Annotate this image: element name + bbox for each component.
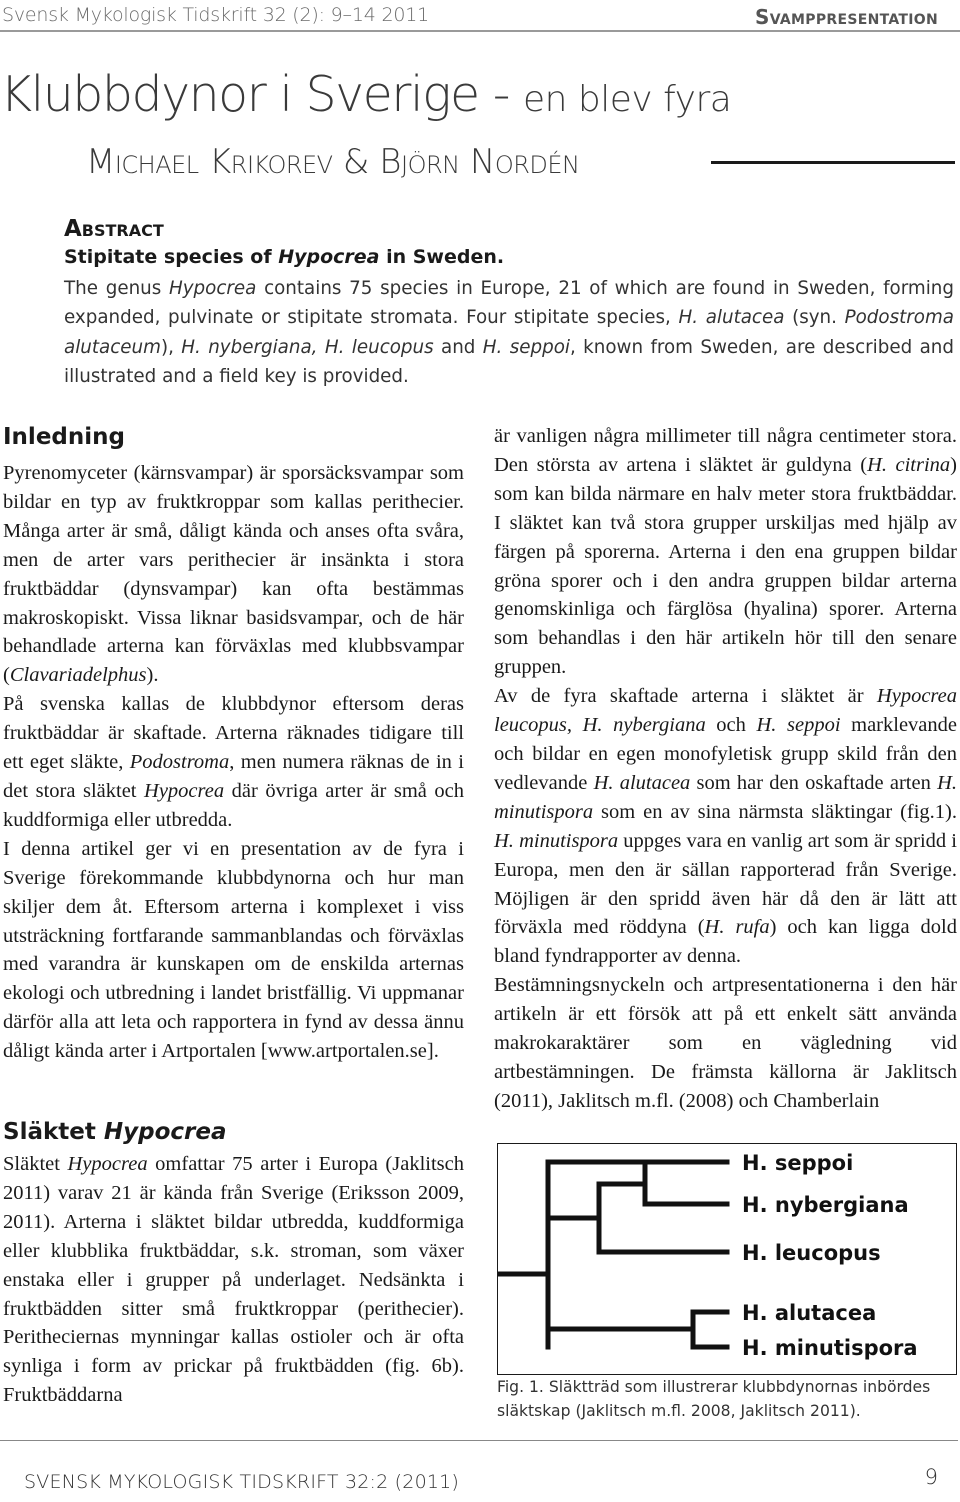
abstract-t4: H. alutacea bbox=[678, 307, 785, 329]
taxon-label-minutispora: H. minutispora bbox=[742, 1336, 918, 1360]
phylogenetic-tree-figure bbox=[497, 1143, 957, 1375]
abstract-t1: The genus bbox=[64, 278, 169, 299]
heading-genus: Hypocrea bbox=[103, 1119, 227, 1145]
text: där övriga arter är små och kuddformiga eller utbredda. bbox=[3, 779, 464, 831]
abstract-subtitle-post: in Sweden. bbox=[379, 246, 505, 268]
heading-text: Släktet bbox=[3, 1119, 104, 1145]
abstract-t11: , known from Sweden, are described and illustrated and a field key is provided. bbox=[64, 336, 954, 387]
abstract-t6: Podostroma alutaceum bbox=[64, 307, 954, 358]
taxon-label-nybergiana: H. nybergiana bbox=[742, 1193, 909, 1217]
paragraph: Bestämningsnyckeln och artpresentationerna i den här artikeln är ett försök att på ett enkelt sätt använda makrokaraktärer som en vägledning vid artbestämningen. De främsta källorna är Jaklitsch (2011), Jaklitsch m.fl. (2008) och Chamberlain bbox=[494, 974, 957, 1112]
left-column-slaktet bbox=[3, 1150, 464, 1410]
text: Pyrenomyceter (kärnsvampar) är sporsäcksvampar som bildar en typ av fruktkroppar som kallas perithecier. Många arter är små, dåligt kända och anses ofta svåra, men de arter vars perithecier är insänkta i stora fruktbäddar (dynsvampar) kan ofta bestämmas makroskopiskt. Vissa liknar basidsvampar, och de här behandlade arterna kan förväxlas med klubbsvampar ( bbox=[3, 462, 464, 687]
authors: Michael Krikorev & Björn Nordén bbox=[86, 142, 580, 182]
abstract-text bbox=[64, 274, 954, 391]
text: och bbox=[705, 714, 757, 737]
text: , men numera räknas de in i det stora släktet bbox=[3, 751, 464, 802]
text-italic: H. minutispora bbox=[494, 829, 619, 852]
abstract-t2: Hypocrea bbox=[168, 278, 257, 299]
text: som en av sina närmsta släktingar (fig.1). bbox=[593, 800, 957, 823]
text-italic: H. seppoi bbox=[756, 714, 841, 737]
header-rule bbox=[0, 30, 960, 32]
text: På svenska kallas de klubbdynor eftersom deras fruktbäddar är skaftade. Arterna räknades tidigare till ett eget släkte, bbox=[3, 693, 464, 774]
title-sub: en blev fyra bbox=[522, 79, 732, 120]
text: ) och kan ligga dold bland fyndrapporter av denna. bbox=[494, 916, 957, 968]
text: omfattar 75 arter i Europa (Jaklitsch 2011) varav 21 är kända från Sverige (Eriksson 2009, 2011). Arterna i släktet bildar utbredda, kuddformiga eller klubblika fruktbäddar, s.k. stroman, som växer enstaka eller i grupper på underlaget. Nedsänkta i fruktbädden sitter små fruktkroppar (perithecier). Peritheciernas mynningar kallas ostioler och är ofta synliga i form av prickar på fruktbädden (fig. 6b). Fruktbäddarna bbox=[3, 1153, 464, 1407]
text: marklevande och bildar en egen monofyletisk grupp skild från den vedlevande bbox=[494, 714, 957, 794]
text: ) som kan bilda närmare en halv meter stora fruktbäddar. I släktet kan två stora grupper urskiljas med hjälp av färgen på sporerna. Arterna i den ena gruppen bildar gröna sporer och i den andra gruppen bildar arterna genomskinliga och färglösa (hyalina) sporer. Arterna som behandlas i den här artikeln hör till den senare gruppen. bbox=[494, 453, 957, 679]
paragraph bbox=[3, 690, 464, 835]
text-italic: Hypocrea leucopus, H. nybergiana bbox=[494, 685, 957, 737]
abstract-t3: contains 75 species in Europe, 21 of which are found in Sweden, forming expanded, pulvinate or stipitate stromata. Four stipitate species, bbox=[64, 278, 955, 329]
text-italic: H. minutispora bbox=[494, 771, 957, 823]
taxon-label-leucopus: H. leucopus bbox=[742, 1241, 881, 1265]
title-main: Klubbdynor i Sverige - bbox=[0, 66, 509, 123]
abstract-subtitle-pre: Stipitate species of bbox=[64, 246, 279, 268]
abstract-subtitle-genus: Hypocrea bbox=[278, 246, 380, 268]
text-italic: Hypocrea bbox=[67, 1153, 148, 1175]
tree-diagram bbox=[498, 1144, 955, 1373]
paragraph bbox=[3, 1150, 464, 1410]
paragraph: I denna artikel ger vi en presentation av de fyra i Sverige förekommande klubbdynorna och hur man skiljer dem åt. Eftersom arterna i komplexet i viss utsträckning fortfarande sammanblandas och förväxlas med varandra är kunskapen om de enskilda arternas ekologi och utbredning i landet bristfällig. Vi uppmanar därför alla att leta och rapportera in fynd av dessa ännu dåligt kända arter i Artportalen [www.artportalen.se]. bbox=[3, 837, 464, 1063]
text: som har den oskaftade arten bbox=[690, 771, 938, 794]
paragraph bbox=[494, 422, 957, 682]
text-italic: Hypocrea bbox=[144, 779, 225, 802]
text: är vanligen några millimeter till några centimeter stora. Den största av artena i släktet är guldyna ( bbox=[494, 425, 957, 476]
text: uppges vara en vanlig art som är spridd i Europa, men den är sällan rapporterad från Sverige. Möjligen är den spridd även här då den är lätt att förväxla med röddyna ( bbox=[494, 829, 958, 939]
paragraph bbox=[494, 682, 957, 971]
abstract-t7: ), bbox=[160, 336, 182, 358]
paragraph bbox=[3, 459, 464, 690]
page-number: 9 bbox=[924, 1465, 938, 1489]
text-italic: H. citrina bbox=[867, 453, 951, 476]
footer-rule bbox=[0, 1440, 958, 1441]
abstract-t5: (syn. bbox=[784, 307, 845, 329]
section-heading-slaktet bbox=[3, 1119, 226, 1145]
author-rule bbox=[711, 161, 955, 164]
left-column-inledning bbox=[3, 459, 464, 1066]
text: Av de fyra skaftade arterna i släktet är bbox=[494, 685, 877, 708]
abstract-heading: Abstract bbox=[64, 216, 164, 242]
text: ). bbox=[146, 664, 159, 687]
running-head-right: Svamppresentation bbox=[755, 5, 938, 29]
figure-caption: Fig. 1. Släktträd som illustrerar klubbdynornas inbördes släktskap (Jaklitsch m.fl. 2008, Jaklitsch 2011). bbox=[497, 1378, 931, 1420]
abstract-t8: H. nybergiana, H. leucopus bbox=[181, 336, 434, 358]
abstract-subtitle bbox=[64, 246, 504, 268]
text: Släktet bbox=[3, 1153, 68, 1175]
section-heading-inledning: Inledning bbox=[3, 424, 125, 450]
right-column bbox=[494, 422, 957, 1116]
text-italic: Podostroma bbox=[129, 751, 230, 774]
article-title bbox=[0, 66, 731, 123]
taxon-label-alutacea: H. alutacea bbox=[742, 1301, 877, 1325]
text-italic: Clavariadelphus bbox=[9, 664, 147, 687]
footer-journal: SVENSK MYKOLOGISK TIDSKRIFT 32:2 (2011) bbox=[24, 1471, 460, 1493]
running-head-left: Svensk Mykologisk Tidskrift 32 (2): 9–14 2011 bbox=[2, 4, 430, 26]
text-italic: H. rufa bbox=[704, 916, 770, 939]
abstract-t9: and bbox=[433, 336, 483, 358]
text-italic: H. alutacea bbox=[593, 771, 691, 794]
abstract-t10: H. seppoi bbox=[482, 336, 570, 358]
taxon-label-seppoi: H. seppoi bbox=[742, 1151, 854, 1175]
